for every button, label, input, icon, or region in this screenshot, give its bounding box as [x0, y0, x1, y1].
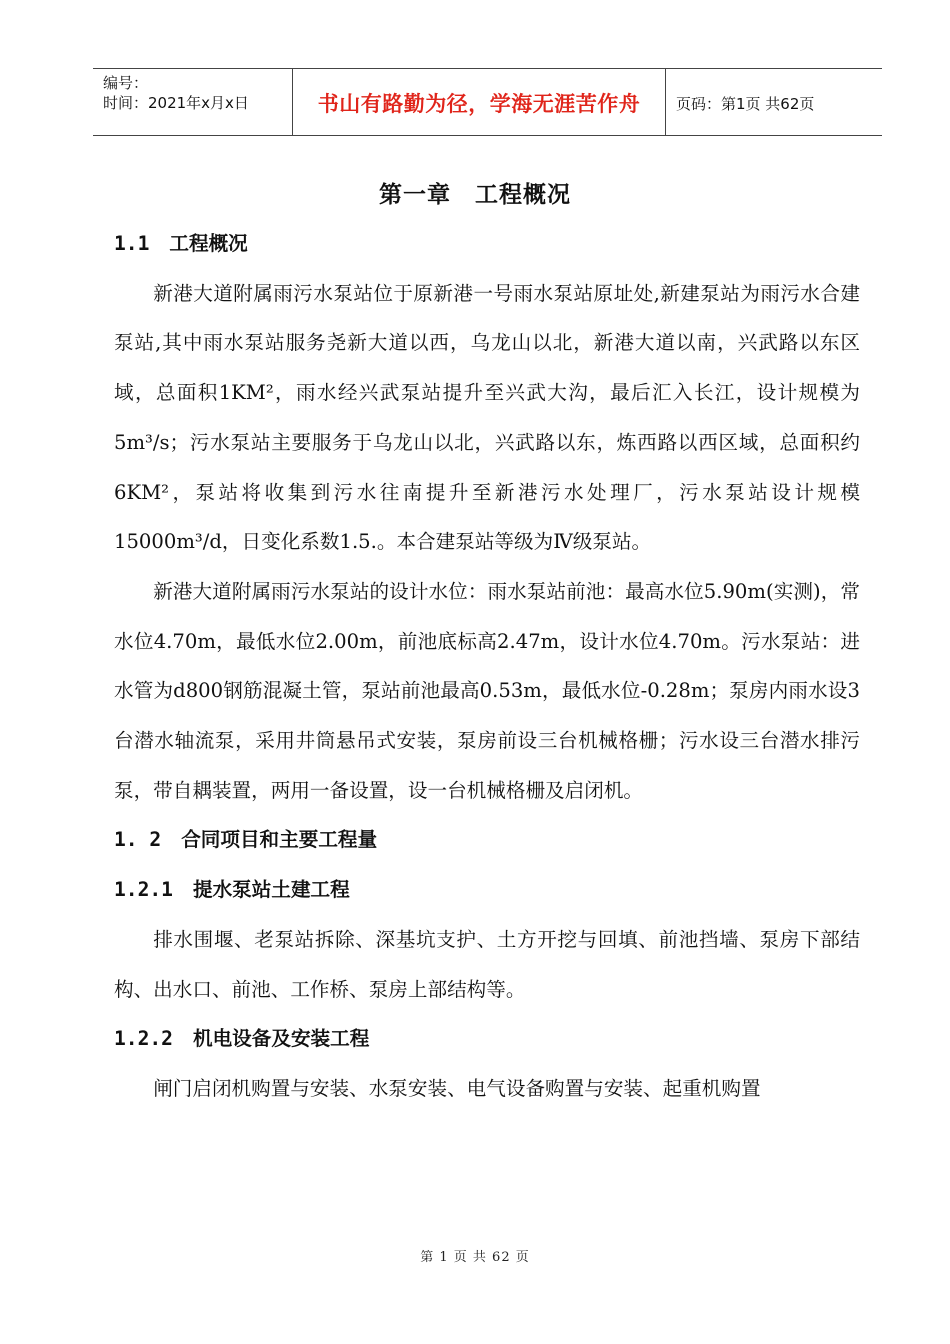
- paragraph: 新港大道附属雨污水泵站的设计水位：雨水泵站前池：最高水位5.90m(实测)，常水位4.70m，最低水位2.00m，前池底标高2.47m，设计水位4.70m。污水泵站：进水管为d800钢筋混凝土管，泵站前池最高0.53m，最低水位-0.28m；泵房内雨水设3台潜水轴流泵，采用井筒悬吊式安装，泵房前设三台机械格栅；污水设三台潜水排污泵，带自耦装置，两用一备设置，设一台机械格栅及启闭机。: [114, 579, 860, 802]
- page-footer: 第 1 页 共 62 页: [420, 1250, 530, 1265]
- section-heading: [114, 815, 860, 865]
- header-page-info: 页码：第1页 共62页: [676, 94, 815, 113]
- paragraph: 排水围堰、老泵站拆除、深基坑支护、土方开挖与回填、前池挡墙、泵房下部结构、出水口、前池、工作桥、泵房上部结构等。: [114, 927, 860, 1001]
- paragraph: 闸门启闭机购置与安装、水泵安装、电气设备购置与安装、起重机购置: [153, 1076, 761, 1100]
- section-title: 机电设备及安装工程: [192, 1027, 370, 1051]
- date-line: 时间：2021年x月x日: [103, 94, 249, 112]
- page-header: [93, 68, 882, 136]
- section-number: 1. 2: [114, 828, 162, 852]
- section-title: 合同项目和主要工程量: [181, 828, 378, 852]
- section-number: 1.1: [114, 232, 150, 255]
- section-title: 工程概况: [169, 232, 248, 255]
- section-heading: [114, 219, 860, 269]
- section-number: 1.2.2: [114, 1027, 173, 1051]
- chapter-title: 第一章 工程概况: [379, 182, 571, 208]
- header-meta: [93, 69, 293, 135]
- section-title: 提水泵站土建工程: [192, 878, 350, 902]
- paragraph: 新港大道附属雨污水泵站位于原新港一号雨水泵站原址处,新建泵站为雨污水合建泵站,其中雨水泵站服务尧新大道以西，乌龙山以北，新港大道以南，兴武路以东区域，总面积1KM²，雨水经兴武泵站提升至兴武大沟，最后汇入长江，设计规模为5m³/s；污水泵站主要服务于乌龙山以北，兴武路以东，炼西路以西区域，总面积约6KM²，泵站将收集到污水往南提升至新港污水处理厂，污水泵站设计规模15000m³/d，日变化系数1.5.。本合建泵站等级为Ⅳ级泵站。: [114, 281, 860, 554]
- document-body: [114, 219, 860, 1114]
- header-motto: 书山有路勤为径，学海无涯苦作舟: [293, 69, 666, 135]
- subsection-heading: [114, 1014, 860, 1064]
- section-number: 1.2.1: [114, 878, 173, 902]
- code-label: 编号：: [103, 74, 149, 92]
- subsection-heading: [114, 865, 860, 915]
